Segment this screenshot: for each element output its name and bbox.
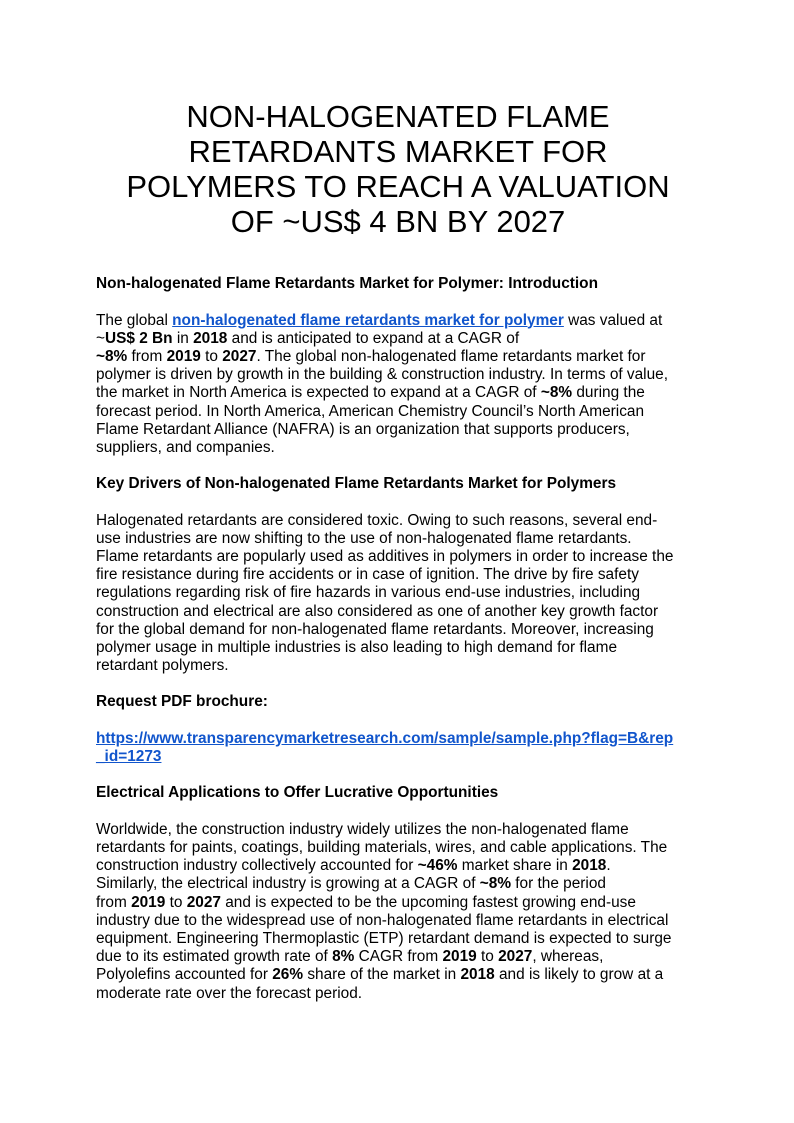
- brochure-url-line[interactable]: _id=1273: [96, 748, 162, 766]
- text-line: Similarly, the electrical industry is growing at a CAGR of ~8% for the period: [96, 875, 606, 893]
- text-line: Flame retardants are popularly used as additives in polymers in order to increase the: [96, 548, 674, 566]
- text-line: retardant polymers.: [96, 657, 229, 675]
- market-report-link[interactable]: non-halogenated flame retardants market for polymer: [172, 311, 564, 329]
- text-line: the market in North America is expected to expand at a CAGR of ~8% during the: [96, 384, 645, 402]
- electrical-paragraph: [96, 821, 700, 1003]
- title-line: RETARDANTS MARKET FOR: [188, 134, 608, 169]
- brochure-url-line[interactable]: https://www.transparencymarketresearch.com/sample/sample.php?flag=B&rep: [96, 729, 674, 747]
- text-line: forecast period. In North America, American Chemistry Council’s North American: [96, 402, 645, 420]
- text-line: Flame Retardant Alliance (NAFRA) is an organization that supports producers,: [96, 420, 630, 438]
- title-line: NON-HALOGENATED FLAME: [186, 99, 610, 134]
- text-line: use industries are now shifting to the use of non-halogenated flame retardants.: [96, 529, 632, 547]
- text-line: for the global demand for non-halogenated flame retardants. Moreover, increasing: [96, 620, 654, 638]
- text-line: Polyolefins accounted for 26% share of the market in 2018 and is likely to grow at a: [96, 966, 664, 984]
- text-line: fire resistance during fire accidents or in case of ignition. The drive by fire safety: [96, 566, 639, 584]
- title-line: POLYMERS TO REACH A VALUATION: [126, 169, 670, 204]
- text-line: ~US$ 2 Bn in 2018 and is anticipated to expand at a CAGR of: [96, 329, 520, 347]
- drivers-paragraph: [96, 512, 700, 676]
- text-line: from 2019 to 2027 and is expected to be the upcoming fastest growing end-use: [96, 893, 636, 911]
- page-title: [96, 99, 700, 239]
- text-line: ~8% from 2019 to 2027. The global non-halogenated flame retardants market for: [96, 347, 646, 365]
- title-line: OF ~US$ 4 BN BY 2027: [230, 204, 566, 239]
- text-line: industry due to the widespread use of non-halogenated flame retardants in electrical: [96, 911, 669, 929]
- intro-paragraph: [96, 312, 700, 458]
- electrical-heading: Electrical Applications to Offer Lucrative Opportunities: [96, 784, 499, 802]
- brochure-heading: Request PDF brochure:: [96, 693, 268, 711]
- text-line: suppliers, and companies.: [96, 438, 275, 456]
- text-line: moderate rate over the forecast period.: [96, 984, 363, 1002]
- text-line: due to its estimated growth rate of 8% CAGR from 2019 to 2027, whereas,: [96, 948, 604, 966]
- text-line: polymer is driven by growth in the building & construction industry. In terms of value,: [96, 366, 669, 384]
- text-line: construction industry collectively accounted for ~46% market share in 2018.: [96, 857, 611, 875]
- text-line: equipment. Engineering Thermoplastic (ETP) retardant demand is expected to surge: [96, 930, 672, 948]
- text-line: regulations regarding risk of fire hazards in various end-use industries, including: [96, 584, 641, 602]
- document-page: [96, 99, 700, 1021]
- drivers-heading: Key Drivers of Non-halogenated Flame Retardants Market for Polymers: [96, 475, 617, 493]
- text-line: The global non-halogenated flame retardants market for polymer was valued at: [96, 311, 663, 329]
- text-line: Worldwide, the construction industry widely utilizes the non-halogenated flame: [96, 820, 629, 838]
- intro-heading: Non-halogenated Flame Retardants Market for Polymer: Introduction: [96, 275, 598, 292]
- brochure-link[interactable]: [96, 730, 700, 766]
- text-line: construction and electrical are also considered as one of another key growth factor: [96, 602, 659, 620]
- text-line: Halogenated retardants are considered toxic. Owing to such reasons, several end-: [96, 511, 658, 529]
- text-line: polymer usage in multiple industries is also leading to high demand for flame: [96, 639, 617, 657]
- text-line: retardants for paints, coatings, building materials, wires, and cable applications. The: [96, 839, 668, 857]
